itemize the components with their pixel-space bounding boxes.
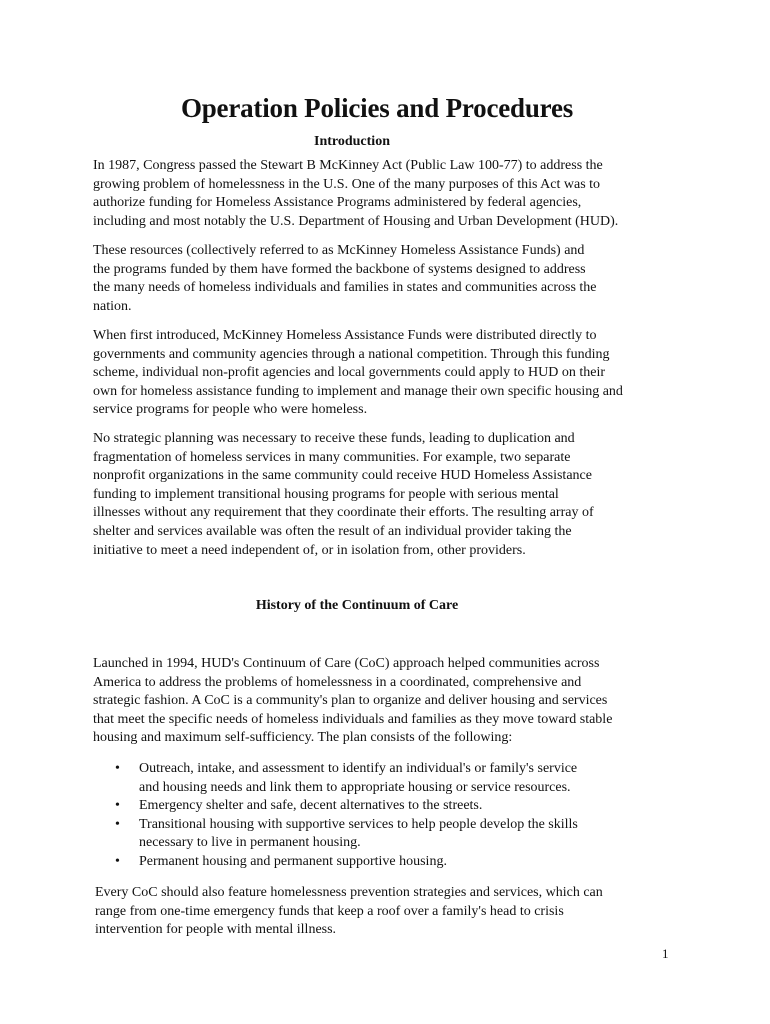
- text-line: nation.: [93, 298, 132, 314]
- list-item: [93, 853, 693, 872]
- section-heading-coc: History of the Continuum of Care: [255, 598, 459, 613]
- text-line: Every CoC should also feature homelessness prevention strategies and services, which can: [95, 885, 603, 900]
- bullet-icon: •: [115, 816, 120, 832]
- text-line: the programs funded by them have formed the backbone of systems designed to address: [93, 261, 586, 277]
- text-line: shelter and services available was often the result of an individual provider taking the: [93, 523, 572, 539]
- text-line: These resources (collectively referred to as McKinney Homeless Assistance Funds) and: [93, 243, 585, 258]
- list-item: [93, 797, 693, 816]
- text-line: initiative to meet a need independent of, or in isolation from, other providers.: [93, 542, 526, 558]
- text-line: growing problem of homelessness in the U.S. One of the many purposes of this Act was to: [93, 176, 601, 192]
- paragraph-intro-4: [93, 430, 693, 560]
- paragraph-intro-1: [93, 157, 693, 231]
- text-line: service programs for people who were homeless.: [93, 402, 368, 418]
- text-line: housing and maximum self-sufficiency. The plan consists of the following:: [93, 730, 513, 746]
- intro-heading: Introduction: [314, 134, 390, 149]
- paragraph-intro-2: [93, 242, 693, 316]
- text-line: illnesses without any requirement that they coordinate their efforts. The resulting array of: [93, 505, 594, 521]
- text-line: Outreach, intake, and assessment to identify an individual's or family's service: [139, 761, 578, 776]
- text-line: scheme, individual non-profit agencies and local governments could apply to HUD on their: [93, 365, 606, 381]
- text-line: Transitional housing with supportive services to help people develop the skills: [139, 816, 578, 832]
- text-line: Emergency shelter and safe, decent alternatives to the streets.: [139, 798, 483, 814]
- coc-bullet-list: [93, 760, 693, 872]
- text-line: governments and community agencies through a national competition. Through this funding: [93, 346, 610, 362]
- bullet-icon: •: [115, 853, 120, 869]
- text-line: When first introduced, McKinney Homeless Assistance Funds were distributed directly to: [93, 328, 597, 343]
- text-line: funding to implement transitional housing programs for people with serious mental: [93, 486, 559, 502]
- text-line: that meet the specific needs of homeless individuals and families as they move toward stable: [93, 711, 613, 727]
- paragraph-closing: [95, 884, 695, 940]
- text-line: including and most notably the U.S. Department of Housing and Urban Development (HUD).: [93, 213, 619, 229]
- text-line: range from one-time emergency funds that keep a roof over a family's head to crisis: [95, 903, 564, 919]
- text-line: Launched in 1994, HUD's Continuum of Care (CoC) approach helped communities across: [93, 656, 600, 671]
- text-line: nonprofit organizations in the same community could receive HUD Homeless Assistance: [93, 468, 592, 484]
- text-line: and housing needs and link them to appropriate housing or service resources.: [139, 779, 571, 795]
- text-line: intervention for people with mental illness.: [95, 922, 337, 938]
- text-line: No strategic planning was necessary to receive these funds, leading to duplication and: [93, 431, 575, 446]
- paragraph-coc: [93, 655, 693, 748]
- text-line: fragmentation of homeless services in many communities. For example, two separate: [93, 449, 571, 465]
- paragraph-intro-3: [93, 327, 693, 420]
- text-line: the many needs of homeless individuals and families in states and communities across the: [93, 280, 597, 296]
- list-item: [93, 816, 693, 853]
- page-number: 1: [662, 946, 669, 961]
- text-line: own for homeless assistance funding to implement and manage their own specific housing and: [93, 383, 623, 399]
- text-line: necessary to live in permanent housing.: [139, 835, 361, 851]
- list-item: [93, 760, 693, 797]
- text-line: America to address the problems of homelessness in a coordinated, comprehensive and: [93, 674, 582, 690]
- text-line: Permanent housing and permanent supportive housing.: [139, 853, 447, 869]
- page-title: Operation Policies and Procedures: [180, 93, 574, 123]
- bullet-icon: •: [115, 761, 120, 776]
- text-line: In 1987, Congress passed the Stewart B McKinney Act (Public Law 100-77) to address the: [93, 158, 603, 173]
- text-line: strategic fashion. A CoC is a community's plan to organize and deliver housing and services: [93, 693, 608, 709]
- bullet-icon: •: [115, 798, 120, 814]
- text-line: authorize funding for Homeless Assistance Programs administered by federal agencies,: [93, 195, 582, 211]
